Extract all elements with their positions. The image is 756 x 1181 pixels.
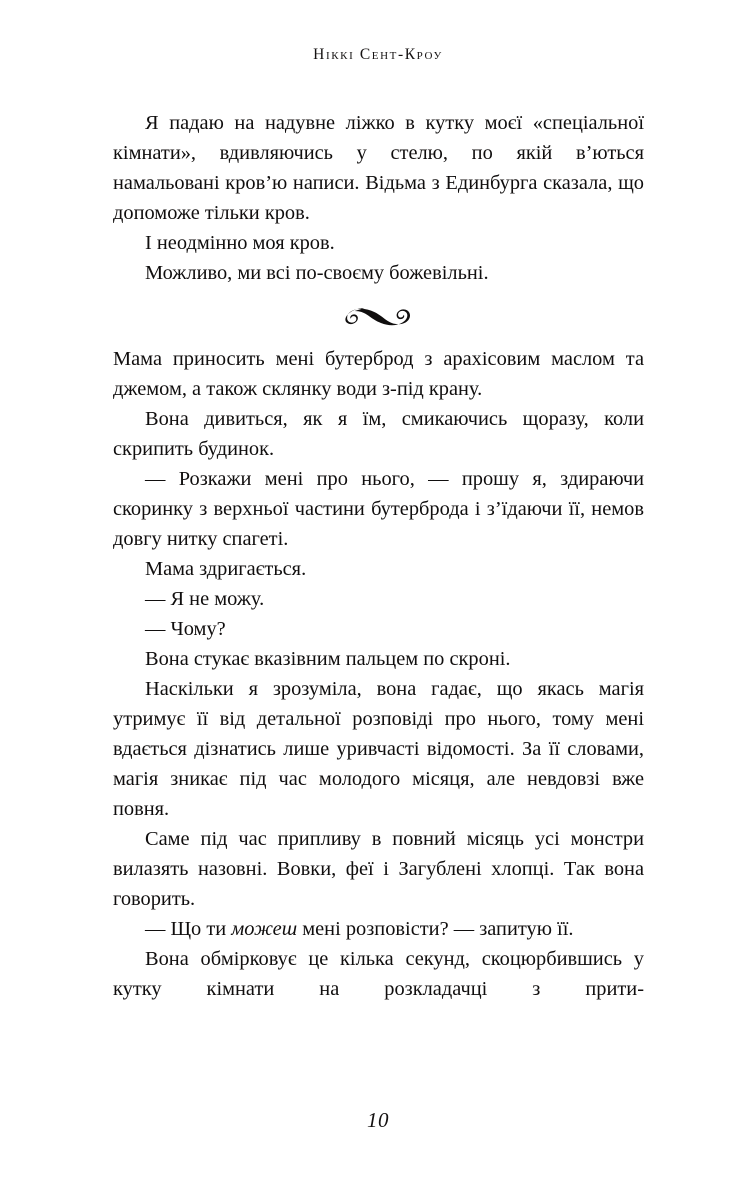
running-head: Ніккі Сент-Кроу <box>313 46 443 63</box>
body-text-block <box>113 108 644 1004</box>
paragraph: Саме під час припливу в повний місяць усі монстри вилазять назовні. Вовки, феї і Загублені хлопці. Так вона говорить. <box>113 828 644 910</box>
paragraph: Можливо, ми всі по-своєму божевільні. <box>145 262 489 284</box>
paragraph: Вона дивиться, як я їм, смикаючись щоразу, коли скрипить будинок. <box>113 408 644 460</box>
emphasis-word: можеш <box>231 918 298 940</box>
paragraph: Наскільки я зрозуміла, вона гадає, що якась магія утримує її від детальної розповіді про нього, тому мені вдається дізнатись лише уривчасті відомості. За її словами, магія зникає під час молодого місяця, але невдовзі вже повня. <box>113 678 644 820</box>
paragraph-with-emphasis <box>113 914 644 944</box>
paragraph: Вона обмірковує це кілька секунд, скоцюрбившись у кутку кімнати на розкладачці з прити- <box>113 948 644 1000</box>
paragraph: Вона стукає вказівним пальцем по скроні. <box>145 648 511 670</box>
dialogue-text-before: — Що ти <box>145 918 232 940</box>
paragraph: — Чому? <box>145 618 226 640</box>
paragraph: — Розкажи мені про нього, — прошу я, здираючи скоринку з верхньої частини бутерброда і з’їдаючи її, немов довгу нитку спагеті. <box>113 468 644 550</box>
paragraph: Я падаю на надувне ліжко в кутку моєї «спеціальної кімнати», вдивляючись у стелю, по якій в’ються намальовані кров’ю написи. Відьма з Единбурга сказала, що допоможе тільки кров. <box>113 112 644 224</box>
page-number: 10 <box>367 1108 389 1132</box>
paragraph: І неодмінно моя кров. <box>145 232 335 254</box>
paragraph: Мама здригається. <box>145 558 307 580</box>
paragraph: Мама приносить мені бутерброд з арахісовим маслом та джемом, а також склянку води з-під крану. <box>113 348 644 400</box>
dialogue-text-after: мені розповісти? — запитую її. <box>297 918 574 940</box>
paragraph: — Я не можу. <box>145 588 265 610</box>
swirl-flourish-divider-icon <box>113 288 644 344</box>
